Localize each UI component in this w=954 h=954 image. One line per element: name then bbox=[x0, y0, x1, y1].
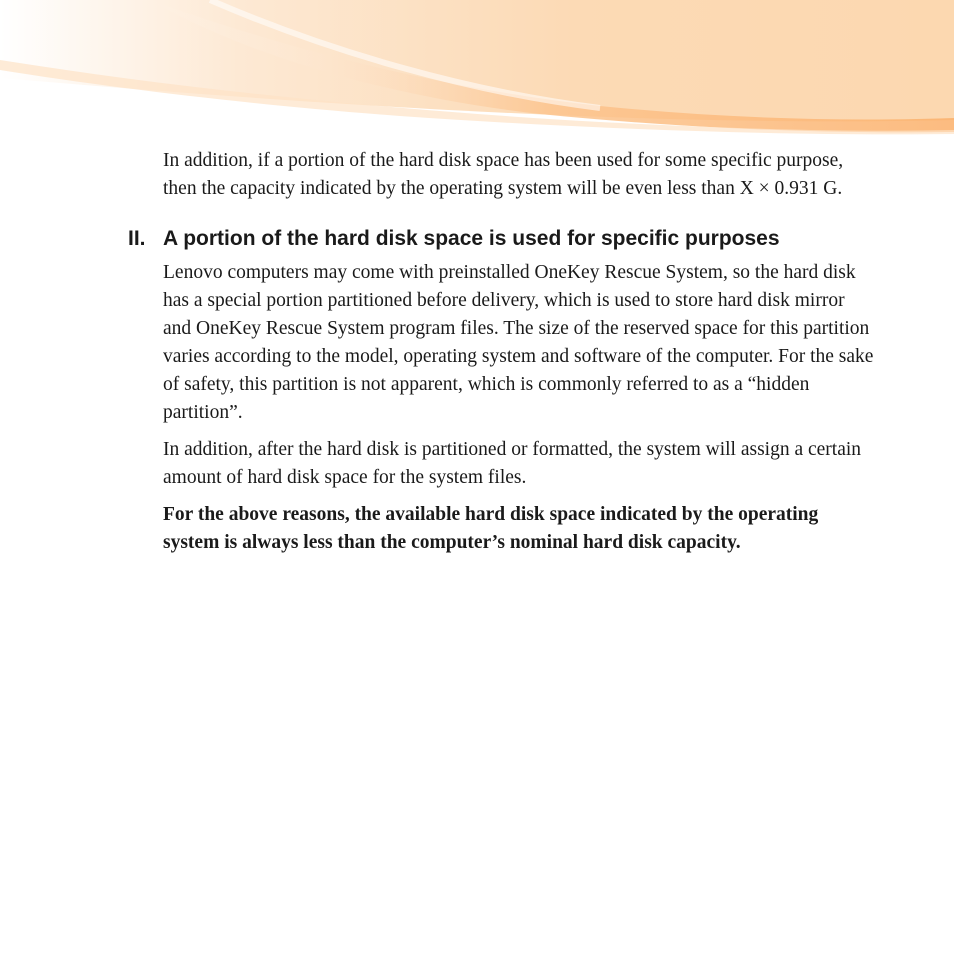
section-number: II. bbox=[128, 227, 146, 250]
intro-paragraph: In addition, if a portion of the hard disk space has been used for some specific purpose, then the capacity indicated by the operating system will be even less than X × 0.931 G. bbox=[163, 150, 844, 199]
conclusion-paragraph: For the above reasons, the available hard disk space indicated by the operating system is always less than the computer’s nominal hard disk capacity. bbox=[163, 504, 819, 553]
header-decoration-band bbox=[0, 0, 954, 140]
section-paragraph-2: In addition, after the hard disk is partitioned or formatted, the system will assign a certain amount of hard disk space for the system files. bbox=[163, 439, 862, 488]
document-body bbox=[128, 147, 875, 566]
section-title: A portion of the hard disk space is used for specific purposes bbox=[163, 227, 780, 250]
section-paragraph-1: Lenovo computers may come with preinstalled OneKey Rescue System, so the hard disk has a special portion partitioned before delivery, which is used to store hard disk mirror and OneKey Rescue System program files. The size of the reserved space for this partition varies according to the model, operating system and software of the computer. For the sake of safety, this partition is not apparent, which is commonly referred to as a “hidden partition”. bbox=[163, 262, 874, 423]
section-heading bbox=[128, 225, 875, 253]
